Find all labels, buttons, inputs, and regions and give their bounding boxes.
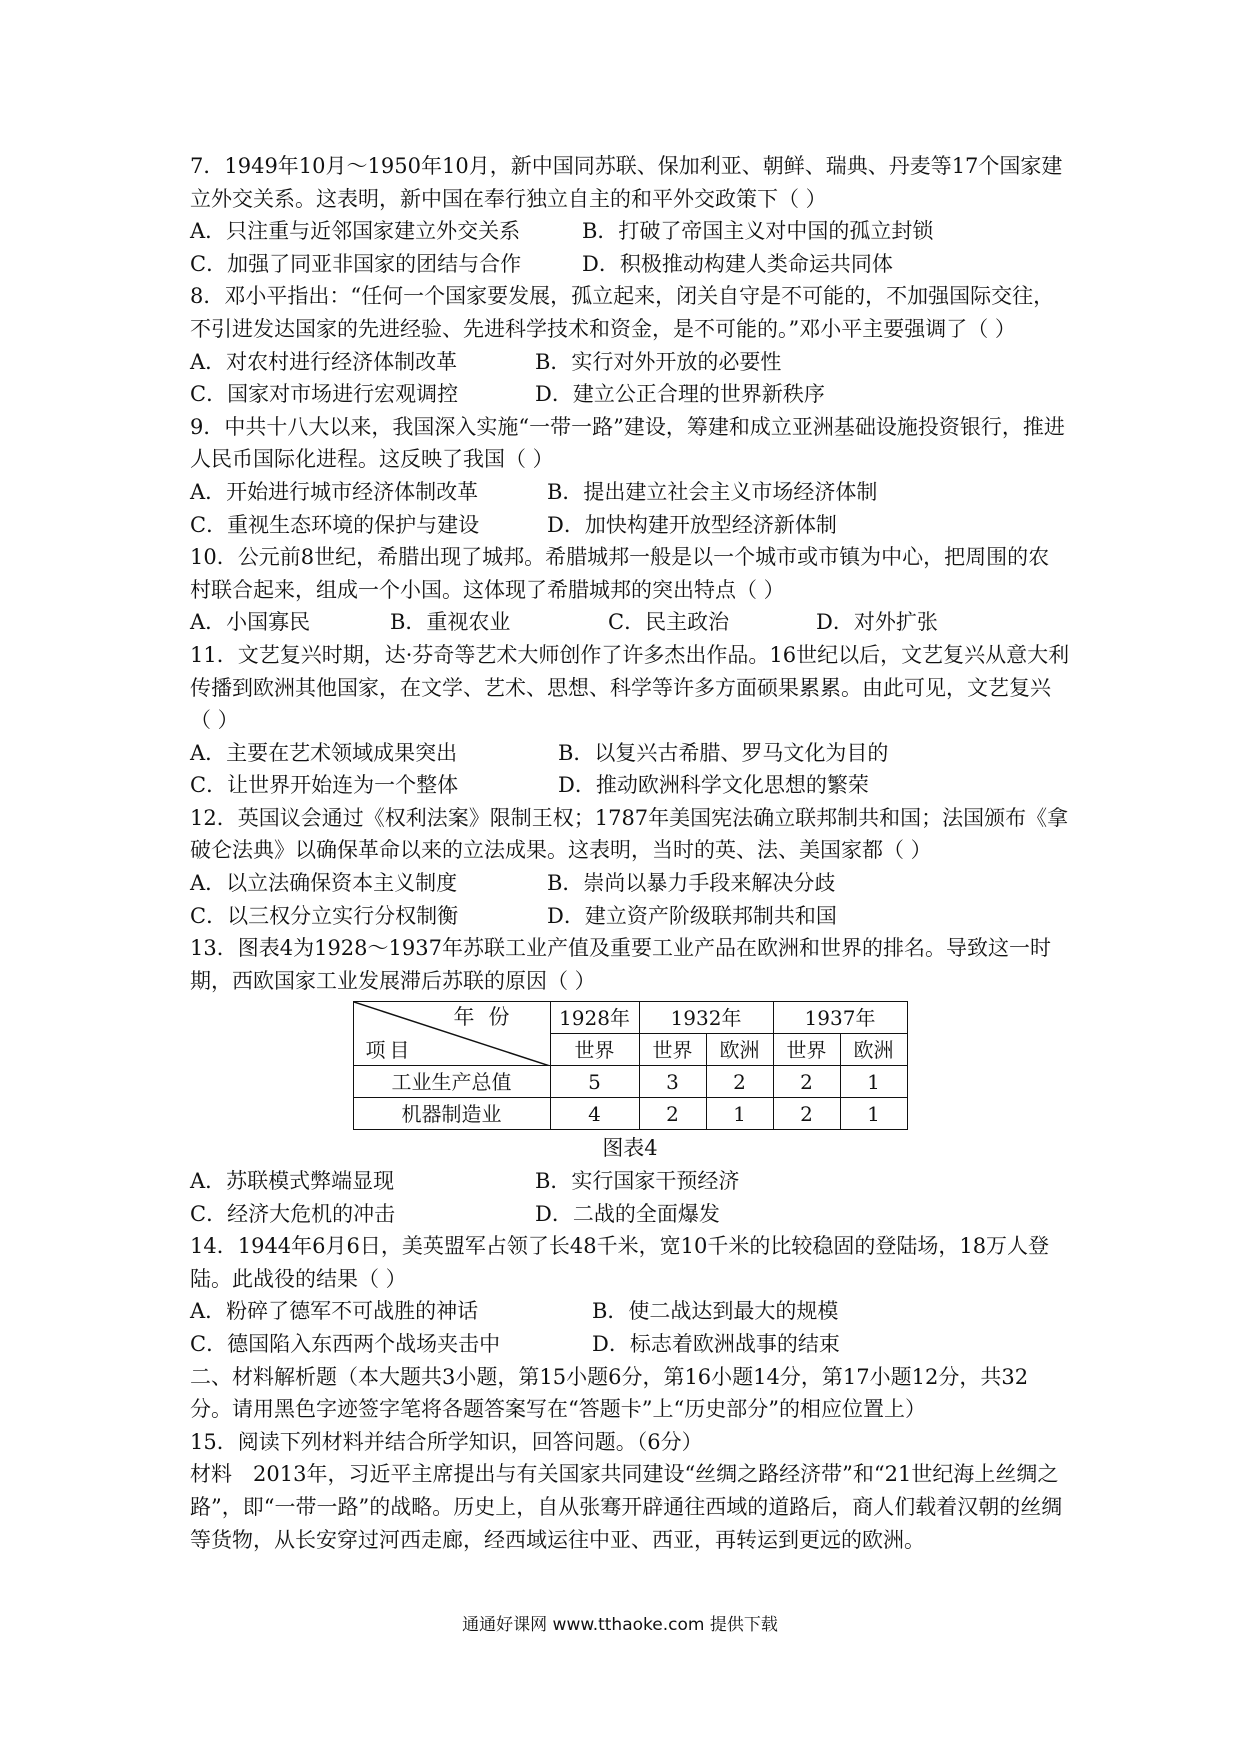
year-1928-header: 1928年 xyxy=(550,1002,639,1034)
table-cell: 4 xyxy=(550,1098,639,1130)
question-11-option-a: A．主要在艺术领域成果突出 xyxy=(190,740,458,765)
question-11-option-c: C．让世界开始连为一个整体 xyxy=(190,773,459,798)
question-7-options-row-2 xyxy=(190,248,1070,281)
table-cell: 2 xyxy=(706,1066,773,1098)
question-11-option-b: B．以复兴古希腊、罗马文化为目的 xyxy=(558,740,889,765)
question-13-option-d: D．二战的全面爆发 xyxy=(535,1201,720,1226)
question-8-option-b: B．实行对外开放的必要性 xyxy=(535,349,782,374)
table-row xyxy=(353,1066,907,1098)
table-cell: 5 xyxy=(550,1066,639,1098)
question-14-option-a: A．粉碎了德军不可战胜的神话 xyxy=(190,1299,479,1324)
question-7-option-d: D．积极推动构建人类命运共同体 xyxy=(582,251,893,276)
question-8-option-c: C．国家对市场进行宏观调控 xyxy=(190,382,459,407)
exam-page xyxy=(190,150,1070,1556)
question-9-option-d: D．加快构建开放型经济新体制 xyxy=(547,512,837,537)
page-footer: 通通好课网 www.tthaoke.com 提供下载 xyxy=(462,1615,778,1635)
table-cell: 2 xyxy=(773,1066,840,1098)
question-7-stem: 7．1949年10月～1950年10月，新中国同苏联、保加利亚、朝鲜、瑞典、丹麦等17个国家建立外交关系。这表明，新中国在奉行独立自主的和平外交政策下（ ） xyxy=(190,154,1063,211)
table-cell: 1 xyxy=(706,1098,773,1130)
question-11-options-row-2 xyxy=(190,769,1070,802)
table-caption: 图表4 xyxy=(602,1136,658,1161)
question-12-option-c: C．以三权分立实行分权制衡 xyxy=(190,903,459,928)
row-label: 工业生产总值 xyxy=(353,1066,550,1098)
subhead-1932-world: 世界 xyxy=(639,1034,706,1066)
question-14-options-row-1 xyxy=(190,1295,1070,1328)
question-13-stem: 13．图表4为1928～1937年苏联工业产值及重要工业产品在欧洲和世界的排名。导致这一时期，西欧国家工业发展滞后苏联的原因（ ） xyxy=(190,936,1051,993)
question-14-stem: 14．1944年6月6日，美英盟军占领了长48千米，宽10千米的比较稳固的登陆场，18万人登陆。此战役的结果（ ） xyxy=(190,1234,1050,1291)
question-7-option-a: A．只注重与近邻国家建立外交关系 xyxy=(190,219,521,244)
question-12-option-a: A．以立法确保资本主义制度 xyxy=(190,871,458,896)
question-12-options-row-1 xyxy=(190,867,1070,900)
question-10-option-a: A．小国寡民 xyxy=(190,610,311,635)
question-10-stem: 10．公元前8世纪，希腊出现了城邦。希腊城邦一般是以一个城市或市镇为中心，把周围的农村联合起来，组成一个小国。这体现了希腊城邦的突出特点（ ） xyxy=(190,545,1050,602)
question-14-option-b: B．使二战达到最大的规模 xyxy=(592,1299,839,1324)
question-11-option-d: D．推动欧洲科学文化思想的繁荣 xyxy=(558,773,869,798)
question-14-option-d: D．标志着欧洲战事的结束 xyxy=(592,1332,840,1356)
question-7-option-c: C．加强了同亚非国家的团结与合作 xyxy=(190,251,522,276)
question-14-options-row-2 xyxy=(190,1328,1070,1361)
subhead-1937-europe: 欧洲 xyxy=(840,1034,907,1066)
question-14-option-c: C．德国陷入东西两个战场夹击中 xyxy=(190,1332,501,1356)
question-13-option-b: B．实行国家干预经济 xyxy=(535,1169,740,1194)
question-10-option-d: D．对外扩张 xyxy=(816,610,938,635)
table-corner-cell xyxy=(353,1002,550,1066)
corner-year-label: 年份 xyxy=(453,1005,524,1030)
question-8-stem: 8．邓小平指出：“任何一个国家要发展，孤立起来，闭关自守是不可能的，不加强国际交往，不引进发达国家的先进经验、先进科学技术和资金，是不可能的。”邓小平主要强调了（ ） xyxy=(190,284,1055,341)
row-label: 机器制造业 xyxy=(353,1098,550,1130)
question-9-option-b: B．提出建立社会主义市场经济体制 xyxy=(547,479,878,504)
year-1932-header: 1932年 xyxy=(639,1002,773,1034)
question-9-options-row-1 xyxy=(190,476,1070,509)
question-10-options xyxy=(190,606,1070,639)
question-12-options-row-2 xyxy=(190,900,1070,933)
corner-item-label: 项目 xyxy=(365,1038,414,1063)
subhead-1932-europe: 欧洲 xyxy=(706,1034,773,1066)
table-cell: 3 xyxy=(639,1066,706,1098)
question-10-option-b: B．重视农业 xyxy=(390,610,511,635)
question-12-option-b: B．崇尚以暴力手段来解决分歧 xyxy=(547,871,836,896)
question-9-option-a: A．开始进行城市经济体制改革 xyxy=(190,479,479,504)
subhead-1937-world: 世界 xyxy=(773,1034,840,1066)
question-13-options-row-2 xyxy=(190,1198,1070,1231)
subhead-1928-world: 世界 xyxy=(550,1034,639,1066)
question-8-option-a: A．对农村进行经济体制改革 xyxy=(190,349,458,374)
table-row xyxy=(353,1098,907,1130)
question-7-options-row-1 xyxy=(190,215,1070,248)
question-9-stem: 9．中共十八大以来，我国深入实施“一带一路”建设，筹建和成立亚洲基础设施投资银行，推进人民币国际化进程。这反映了我国（ ） xyxy=(190,414,1065,472)
soviet-industry-ranking-table xyxy=(353,1001,908,1130)
table-cell: 2 xyxy=(773,1098,840,1130)
question-8-options-row-2 xyxy=(190,378,1070,411)
question-7-option-b: B．打破了帝国主义对中国的孤立封锁 xyxy=(582,219,934,244)
table-cell: 2 xyxy=(639,1098,706,1130)
question-12-option-d: D．建立资产阶级联邦制共和国 xyxy=(547,903,837,928)
question-15-stem: 15．阅读下列材料并结合所学知识，回答问题。（6分） xyxy=(190,1429,703,1454)
question-9-option-c: C．重视生态环境的保护与建设 xyxy=(190,512,480,537)
question-12-stem: 12．英国议会通过《权利法案》限制王权；1787年美国宪法确立联邦制共和国；法国颁布《拿破仑法典》以确保革命以来的立法成果。这表明，当时的英、法、美国家都（ ） xyxy=(190,805,1069,863)
year-1937-header: 1937年 xyxy=(773,1002,907,1034)
question-8-options-row-1 xyxy=(190,346,1070,379)
question-13-option-c: C．经济大危机的冲击 xyxy=(190,1201,396,1226)
question-11-stem: 11．文艺复兴时期，达·芬奇等艺术大师创作了许多杰出作品。16世纪以后，文艺复兴从意大利传播到欧洲其他国家，在文学、艺术、思想、科学等许多方面硕果累累。由此可见，文艺复兴（ ） xyxy=(190,642,1070,733)
section-2-heading: 二、材料解析题（本大题共3小题，第15小题6分，第16小题14分，第17小题12分，共32分。请用黑色字迹签字笔将各题答案写在“答题卡”上“历史部分”的相应位置上） xyxy=(190,1364,1029,1422)
question-15-material: 材料 2013年，习近平主席提出与有关国家共同建设“丝绸之路经济带”和“21世纪海上丝绸之路”，即“一带一路”的战略。历史上，自从张骞开辟通往西域的道路后，商人们载着汉朝的丝绸等货物，从长安穿过河西走廊，经西域运往中亚、西亚，再转运到更远的欧洲。 xyxy=(190,1462,1063,1552)
question-13-options-row-1 xyxy=(190,1165,1070,1198)
table-cell: 1 xyxy=(840,1066,907,1098)
question-10-option-c: C．民主政治 xyxy=(608,610,730,635)
question-8-option-d: D．建立公正合理的世界新秩序 xyxy=(535,382,825,407)
question-9-options-row-2 xyxy=(190,509,1070,542)
table-cell: 1 xyxy=(840,1098,907,1130)
question-13-option-a: A．苏联模式弊端显现 xyxy=(190,1169,395,1194)
question-11-options-row-1 xyxy=(190,737,1070,770)
